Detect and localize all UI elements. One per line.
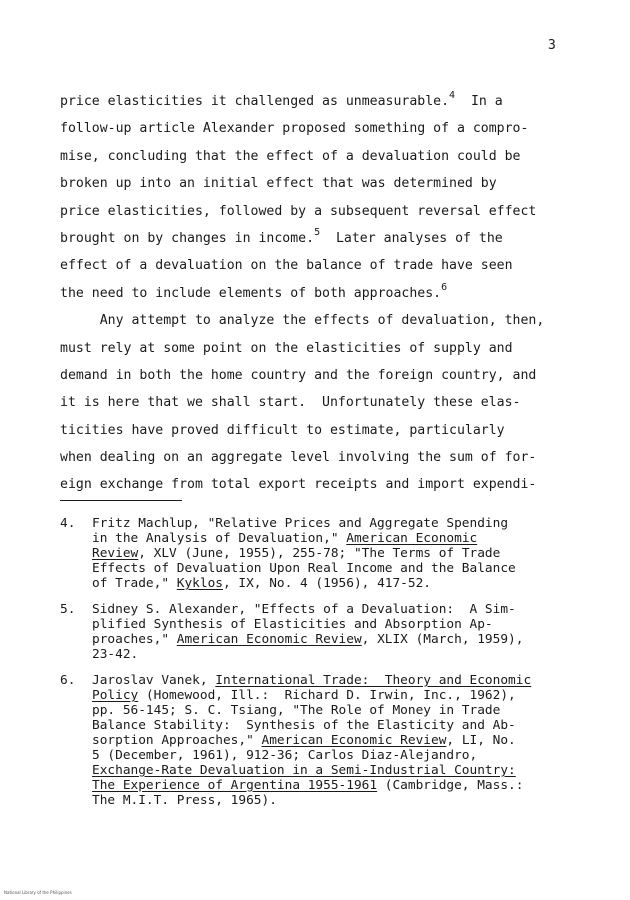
footnote-body: Jaroslav Vanek, International Trade: Theory and Economic Policy (Homewood, Ill.: Richard D. Irwin, Inc., 1962), pp. 56-145; S. C. Tsiang, "The Role of Money in Trade Balance Stability: Synthesis of the Elasticity and Ab- sorption Approaches," American Economic Review, LI, No. 5 (December, 1961), 912-36; Carlos Diaz-Alejandro, Exchange-Rate Devaluation in a Semi-Industrial Country: The Experience of Argentina 1955-1961 (Cambridge, Mass.: The M.I.T. Press, 1965). [92, 673, 532, 808]
library-watermark: National Library of the Philippines [4, 890, 72, 895]
footnote-ref-5: 5 [314, 226, 321, 238]
page-number: 3 [548, 38, 556, 53]
footnote-5 [60, 602, 590, 662]
text-line: Any attempt to analyze the effects of devaluation, then, [60, 313, 545, 329]
text-line: broken up into an initial effect that was determined by [60, 176, 497, 192]
text-line: demand in both the home country and the foreign country, and [60, 367, 537, 383]
footnote-ref-6: 6 [441, 281, 448, 293]
footnote-number: 5. [60, 602, 76, 617]
text-line: mise, concluding that the effect of a devaluation could be [60, 148, 521, 164]
text-line: follow-up article Alexander proposed something of a compro- [60, 121, 529, 137]
text-line: when dealing on an aggregate level involving the sum of for- [60, 450, 537, 466]
body-text [60, 88, 580, 499]
text-line: price elasticities it challenged as unmeasurable.$^4$ In a [60, 90, 503, 109]
footnote-4 [60, 516, 590, 591]
text-line: must rely at some point on the elasticities of supply and [60, 340, 513, 356]
text-line: the need to include elements of both approaches.$^6$ [60, 281, 448, 301]
footnote-body: Fritz Machlup, "Relative Prices and Aggregate Spending in the Analysis of Devaluation," American Economic Review, XLV (June, 1955), 255-78; "The Terms of Trade Effects of Devaluation Upon Real Income and the Balance of Trade," Kyklos, IX, No. 4 (1956), 417-52. [92, 516, 516, 591]
text-line: it is here that we shall start. Unfortunately these elas- [60, 395, 521, 411]
text-line: effect of a devaluation on the balance of trade have seen [60, 258, 513, 274]
footnotes [60, 516, 590, 819]
text-line: eign exchange from total export receipts and import expendi- [60, 477, 537, 493]
footnote-number: 6. [60, 673, 76, 688]
footnote-6 [60, 673, 590, 808]
footnote-body: Sidney S. Alexander, "Effects of a Devaluation: A Sim- plified Synthesis of Elasticities and Absorption Ap- proaches," American Economic Review, XLIX (March, 1959), 23-42. [92, 602, 524, 662]
footnote-ref-4: 4 [449, 90, 456, 101]
text-line: brought on by changes in income.$^5$ Later analyses of the [60, 226, 503, 246]
footnote-number: 4. [60, 516, 76, 531]
footnote-divider [60, 500, 182, 501]
text-line: price elasticities, followed by a subsequent reversal effect [60, 203, 537, 219]
text-line: ticities have proved difficult to estimate, particularly [60, 422, 505, 438]
